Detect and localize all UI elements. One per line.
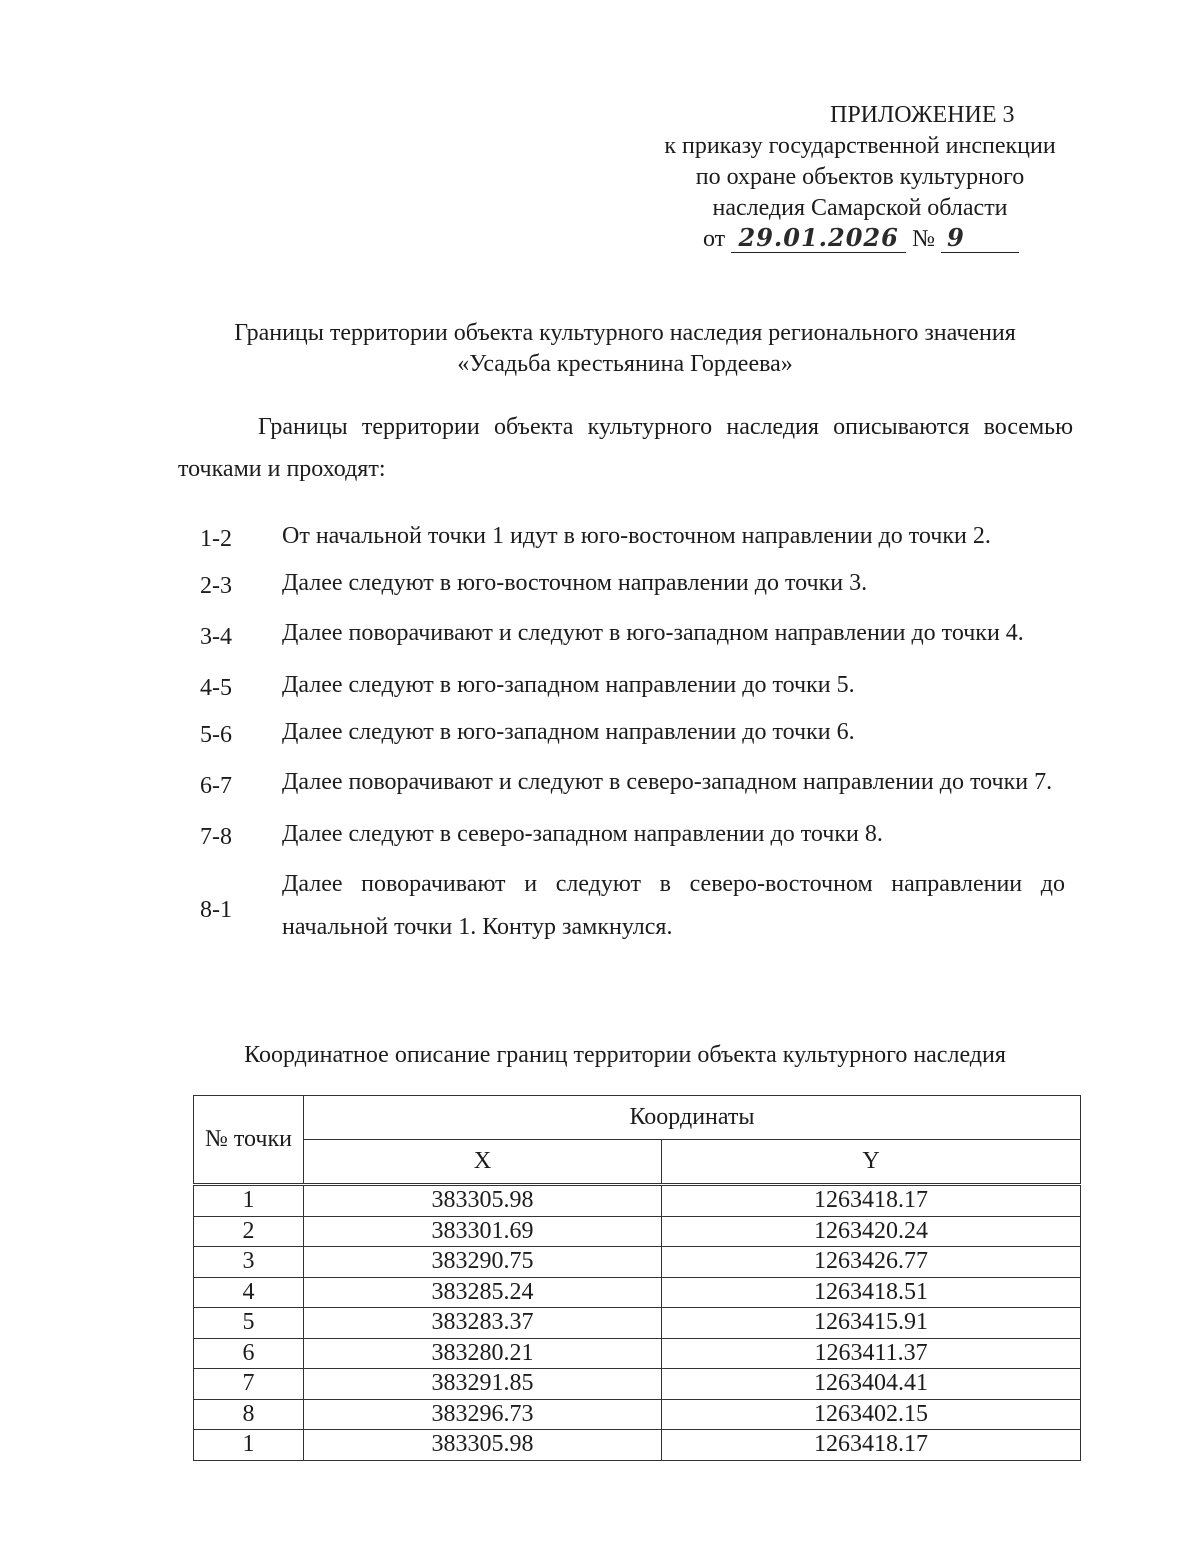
route-list [200, 518, 1065, 961]
route-text: Далее поворачивают и следуют в северо-восточном направлении до начальной точки 1. Контур замкнулся. [282, 871, 1065, 940]
route-segment: 3-4 [200, 624, 232, 650]
cell-x: 383296.73 [304, 1399, 662, 1430]
cell-y: 1263411.37 [662, 1338, 1081, 1369]
route-text: Далее следуют в северо-западном направлении до точки 8. [282, 820, 883, 847]
route-text: Далее следуют в юго-западном направлении до точки 5. [282, 671, 855, 698]
cell-point: 8 [194, 1399, 304, 1430]
col-header-y: Y [662, 1140, 1081, 1185]
route-segment: 5-6 [200, 722, 232, 748]
route-segment: 7-8 [200, 824, 232, 850]
cell-y: 1263418.17 [662, 1430, 1081, 1461]
table-row [194, 1216, 1081, 1247]
order-date-field [731, 225, 906, 253]
appendix-line-3: наследия Самарской области [712, 195, 1008, 221]
table-row [194, 1308, 1081, 1339]
cell-y: 1263426.77 [662, 1247, 1081, 1278]
cell-y: 1263418.17 [662, 1185, 1081, 1217]
order-number-handwritten: 9 [947, 223, 965, 252]
cell-point: 6 [194, 1338, 304, 1369]
cell-point: 4 [194, 1277, 304, 1308]
table-row [194, 1277, 1081, 1308]
route-text: Далее следуют в юго-западном направлении до точки 6. [282, 718, 855, 745]
cell-x: 383285.24 [304, 1277, 662, 1308]
route-segment: 2-3 [200, 573, 232, 599]
table-row [194, 1247, 1081, 1278]
cell-x: 383280.21 [304, 1338, 662, 1369]
appendix-line-2: по охране объектов культурного [695, 164, 1025, 190]
cell-y: 1263404.41 [662, 1369, 1081, 1400]
cell-x: 383305.98 [304, 1430, 662, 1461]
table-row [194, 1338, 1081, 1369]
appendix-header [640, 100, 1080, 255]
cell-point: 7 [194, 1369, 304, 1400]
route-item [200, 565, 1065, 600]
appendix-title: ПРИЛОЖЕНИЕ 3 [830, 102, 1015, 128]
route-item [200, 667, 1065, 702]
route-item [200, 714, 1065, 749]
cell-x: 383301.69 [304, 1216, 662, 1247]
order-number-field [941, 225, 1019, 253]
route-text: Далее поворачивают и следуют в северо-западном направлении до точки 7. [282, 769, 1053, 795]
route-text: От начальной точки 1 идут в юго-восточном направлении до точки 2. [282, 522, 991, 549]
table-row [194, 1369, 1081, 1400]
heading-line-1: Границы территории объекта культурного наследия регионального значения [234, 320, 1016, 346]
document-heading [120, 318, 1130, 380]
route-item [200, 816, 1065, 851]
cell-y: 1263418.51 [662, 1277, 1081, 1308]
table-row [194, 1399, 1081, 1430]
cell-point: 2 [194, 1216, 304, 1247]
route-item [200, 761, 1065, 804]
route-segment: 4-5 [200, 675, 232, 701]
cell-x: 383305.98 [304, 1185, 662, 1217]
route-segment: 1-2 [200, 526, 232, 552]
number-prefix: № [912, 226, 936, 252]
heading-line-2: «Усадьба крестьянина Гордеева» [457, 351, 793, 377]
route-item [200, 518, 1065, 553]
cell-point: 1 [194, 1185, 304, 1217]
route-item [200, 863, 1065, 949]
order-date-handwritten: 29.01.2026 [738, 223, 899, 252]
appendix-line-1: к приказу государственной инспекции [664, 133, 1056, 159]
intro-paragraph: Границы территории объекта культурного наследия описываются восемью точками и проходят: [178, 414, 1073, 482]
route-text: Далее следуют в юго-восточном направлении до точки 3. [282, 569, 868, 596]
col-header-point: № точки [194, 1096, 304, 1185]
cell-x: 383290.75 [304, 1247, 662, 1278]
route-text: Далее поворачивают и следуют в юго-западном направлении до точки 4. [282, 620, 1024, 646]
cell-point: 5 [194, 1308, 304, 1339]
cell-x: 383283.37 [304, 1308, 662, 1339]
table-row [194, 1185, 1081, 1217]
cell-y: 1263415.91 [662, 1308, 1081, 1339]
coordinates-table [193, 1095, 1081, 1461]
cell-point: 1 [194, 1430, 304, 1461]
coordinates-title: Координатное описание границ территории объекта культурного наследия [244, 1042, 1006, 1068]
date-prefix: от [703, 226, 726, 252]
cell-x: 383291.85 [304, 1369, 662, 1400]
route-segment: 6-7 [200, 773, 232, 799]
col-header-coordinates: Координаты [304, 1096, 1081, 1140]
cell-y: 1263420.24 [662, 1216, 1081, 1247]
route-segment: 8-1 [200, 896, 232, 923]
cell-point: 3 [194, 1247, 304, 1278]
route-item [200, 612, 1065, 655]
table-row [194, 1430, 1081, 1461]
order-date-number [640, 224, 1080, 255]
col-header-x: X [304, 1140, 662, 1185]
cell-y: 1263402.15 [662, 1399, 1081, 1430]
